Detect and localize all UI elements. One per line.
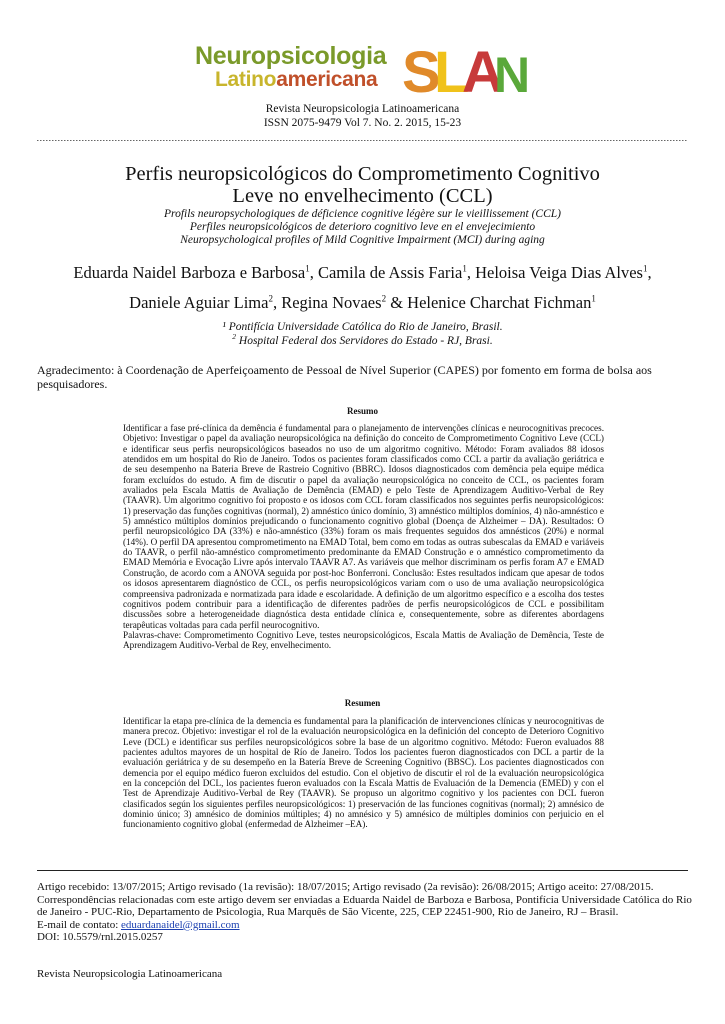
email-label: E-mail de contato: xyxy=(37,918,121,931)
author-name: Helenice Charchat Fichman xyxy=(407,293,592,312)
doi: DOI: 10.5579/rnl.2015.0257 xyxy=(37,931,163,944)
author-separator: , xyxy=(309,263,314,282)
acknowledgement: Agradecimento: à Coordenação de Aperfeiçoamento de Pessoal de Nível Superior (CAPES) por fomento em forma de bolsa aos pesquisadores. xyxy=(37,363,652,391)
authors-line-2 xyxy=(0,293,725,313)
author-name: Camila de Assis Faria xyxy=(317,263,463,282)
subtitle-english: Neuropsychological profiles of Mild Cognitive Impairment (MCI) during aging xyxy=(180,234,545,246)
author-affiliation-mark: 1 xyxy=(305,263,310,274)
author-name: Heloisa Veiga Dias Alves xyxy=(475,263,643,282)
article-title-line-2: Leve no envelhecimento (CCL) xyxy=(232,185,493,207)
resumo-body: Identificar a fase pré-clínica da demência é fundamental para o planejamento de intervenções clínicas e neurocognitivas precoces. Objetivo: Investigar o papel da avaliação neuropsicológica na definição do conceito de Comprometimento Cognitivo Leve (CCL) e identificar seus perfis neuropsicológicos baseados no uso de um algoritmo cognitivo. Método: Foram avaliados 88 idosos atendidos em um hospital do Rio de Janeiro. Todos os pacientes foram classificados como CCL a partir da avaliação geriátrica e de seu desempenho na Bateria Breve de Rastreio Cognitivo (BBRC). Idosos diagnosticados com demência pela equipe médica foram excluídos do estudo. A fim de discutir o papel da avaliação neuropsicológica no conceito de CCL, os pacientes foram avaliados pela Escala Mattis de Avaliação de Demência (EMAD) e pelo Teste de Aprendizagem Auditivo-Verbal de Rey (TAAVR). Um algoritmo cognitivo foi proposto e os idosos com CCL foram classificados nos seguintes perfis neuropsicológicos: 1) preservação das funções cognitivas (normal), 2) amnéstico único domínio, 3) amnéstico múltiplos domínios, 4) não-amnéstico e 5) amnéstico múltiplos domínios prejudicando o funcionamento cognitivo global (Doença de Alzheimer – DA). Resultados: O perfil neuropsicológico DA (33%) e não-amnéstico (33%) foram os mais frequentes seguidos dos amnésticos (20%) e normal (14%). O perfil DA apresentou comprometimento na EMAD Total, bem como em todas as outras subescalas da EMAD e variáveis do TAAVR, o perfil não-amnéstico comprometimento predominante da EMAD Construção e o amnéstico comprometimento da EMAD Memória e Evocação Livre após intervalo TAAVR A7. As variáveis que melhor discriminam os perfis foram A7 e EMAD Construção, de acordo com a ANOVA seguida por post-hoc Bonferroni. Conclusão: Estes resultados indicam que apesar de todos os idosos apresentarem diagnóstico de CCL, os perfis neuropsicológicos variam com o uso de uma avaliação neuropsicológica compreensiva padronizada e normatizada para idade e escolaridade. A definição de um algoritmo específico e a escolha dos testes cognitivos podem contribuir para a identificação de diferentes padrões de perfis neuropsicológicos de CCL e possibilitam discussões sobre a heterogeneidade diagnóstica desta entidade clínica e, consequentemente, sobre as diferentes abordagens terapêuticas voltadas para cada perfil neurocognitivo. xyxy=(123,423,604,630)
logo-word-latino: Latino xyxy=(215,68,277,91)
resumo-heading: Resumo xyxy=(347,406,378,416)
article-dates: Artigo recebido: 13/07/2015; Artigo revisado (1a revisão): 18/07/2015; Artigo revisado (2a revisão): 26/08/2015; Artigo aceito: 27/08/2015. xyxy=(37,881,654,893)
logo-line-2 xyxy=(215,68,377,92)
affiliation-text: Hospital Federal dos Servidores do Estado - RJ, Brasi. xyxy=(238,335,493,347)
author-separator: , xyxy=(647,263,652,282)
journal-issn: ISSN 2075-9479 Vol 7. No. 2. 2015, 15-23 xyxy=(263,117,462,129)
author-affiliation-mark: 2 xyxy=(381,293,387,304)
author-separator: , xyxy=(466,263,471,282)
affiliation-number: 2 xyxy=(232,332,237,342)
correspondence-note: Correspondências relacionadas com este artigo devem ser enviadas a Eduarda Naidel de Barboza e Barbosa, Pontifícia Universidade Católica do Rio de Janeiro - PUC-Rio, Departamento de Psicologia, Rua Marquês de São Vicente, 225, CEP 22451-900, Rio de Janeiro, RJ – Brasil. xyxy=(37,893,692,919)
logo-word-americana: americana xyxy=(276,68,378,91)
article-footer xyxy=(37,881,697,944)
author-affiliation-mark: 2 xyxy=(268,293,273,304)
author-affiliation-mark: 1 xyxy=(642,263,648,274)
author-separator: , xyxy=(272,293,278,312)
article-title-line-1: Perfis neuropsicológicos do Comprometimento Cognitivo xyxy=(125,163,600,185)
subtitle-spanish: Perfiles neuropsicológicos de deterioro cognitivo leve en el envejecimiento xyxy=(189,221,536,233)
author-ampersand: & xyxy=(390,293,404,312)
author-affiliation-mark: 1 xyxy=(591,293,596,304)
slan-letter-l: L xyxy=(434,40,470,100)
contact-email-link[interactable]: eduardanaidel@gmail.com xyxy=(121,918,240,931)
authors-line-1 xyxy=(0,263,725,283)
journal-logo xyxy=(195,36,535,100)
header-rule xyxy=(37,140,688,142)
resumen-section xyxy=(123,716,604,830)
footer-rule xyxy=(37,870,688,871)
slan-mark-icon xyxy=(400,36,530,100)
affiliation-1 xyxy=(0,321,725,334)
logo-line-1: Neuropsicologia xyxy=(195,42,387,70)
author-affiliation-mark: 1 xyxy=(462,263,467,274)
slan-letter-s: S xyxy=(402,40,441,100)
affiliation-number: ¹ xyxy=(222,321,226,333)
subtitle-french: Profils neuropsychologiques de déficience cognitive légère sur le vieillissement (CCL) xyxy=(164,208,561,220)
resumo-section xyxy=(123,423,604,651)
contact-email-line xyxy=(37,919,697,932)
affiliation-text: Pontifícia Universidade Católica do Rio de Janeiro, Brasil. xyxy=(228,321,503,333)
slan-letter-a: A xyxy=(462,40,504,100)
slan-letter-n: N xyxy=(494,47,530,100)
running-footer: Revista Neuropsicologia Latinoamericana xyxy=(37,968,223,980)
resumo-keywords: Palavras-chave: Comprometimento Cognitivo Leve, testes neuropsicológicos, Escala Mattis de Avaliação de Demência, Teste de Aprendizagem Auditivo-Verbal de Rey, envelhecimento. xyxy=(123,629,604,651)
affiliation-2 xyxy=(0,332,725,348)
journal-name: Revista Neuropsicologia Latinoamericana xyxy=(265,103,460,115)
author-name: Eduarda Naidel Barboza e Barbosa xyxy=(73,263,306,282)
resumen-heading: Resumen xyxy=(344,698,381,708)
resumen-body: Identificar la etapa pre-clínica de la demencia es fundamental para la planificación de intervenciones clínicas y neurocognitivas de manera precoz. Objetivo: investigar el rol de la evaluación neuropsicológica en la definición del concepto de Deterioro Cognitivo Leve (DCL) e identificar sus perfiles neuropsicológicos sobre la base de un algoritmo cognitivo. Método: Fueron evaluados 88 pacientes adultos mayores de un hospital de Río de Janeiro. Todos los pacientes fueron diagnosticados con DCL a partir de la evaluación geriátrica y de su desempeño en la Batería Breve de Screening Cognitivo (BBSC). Los pacientes diagnosticados con demencia por el equipo médico fueron excluidos del estudio. Con el objetivo de discutir el rol de la evaluación neuropsicológica en la concepción del DCL, los pacientes fueron evaluados con la Escala Mattis de Evaluación de la Demencia (EMED) y con el Test de Aprendizaje Auditivo-Verbal de Rey (TAAVR). Se propuso un algoritmo cognitivo y los pacientes con DCL fueron clasificados según los siguientes perfiles neuropsicológicos: 1) preservación de las funciones cognitivas (normal); 2) amnésico de dominio único; 3) amnésico de dominios múltiples; 4) no amnésico y 5) amnésico de múltiples dominios con perjuicio en el funcionamiento cognitivo global (enfermedad de Alzheimer –EA). xyxy=(123,716,604,830)
author-name: Regina Novaes xyxy=(281,293,382,312)
author-name: Daniele Aguiar Lima xyxy=(129,293,269,312)
